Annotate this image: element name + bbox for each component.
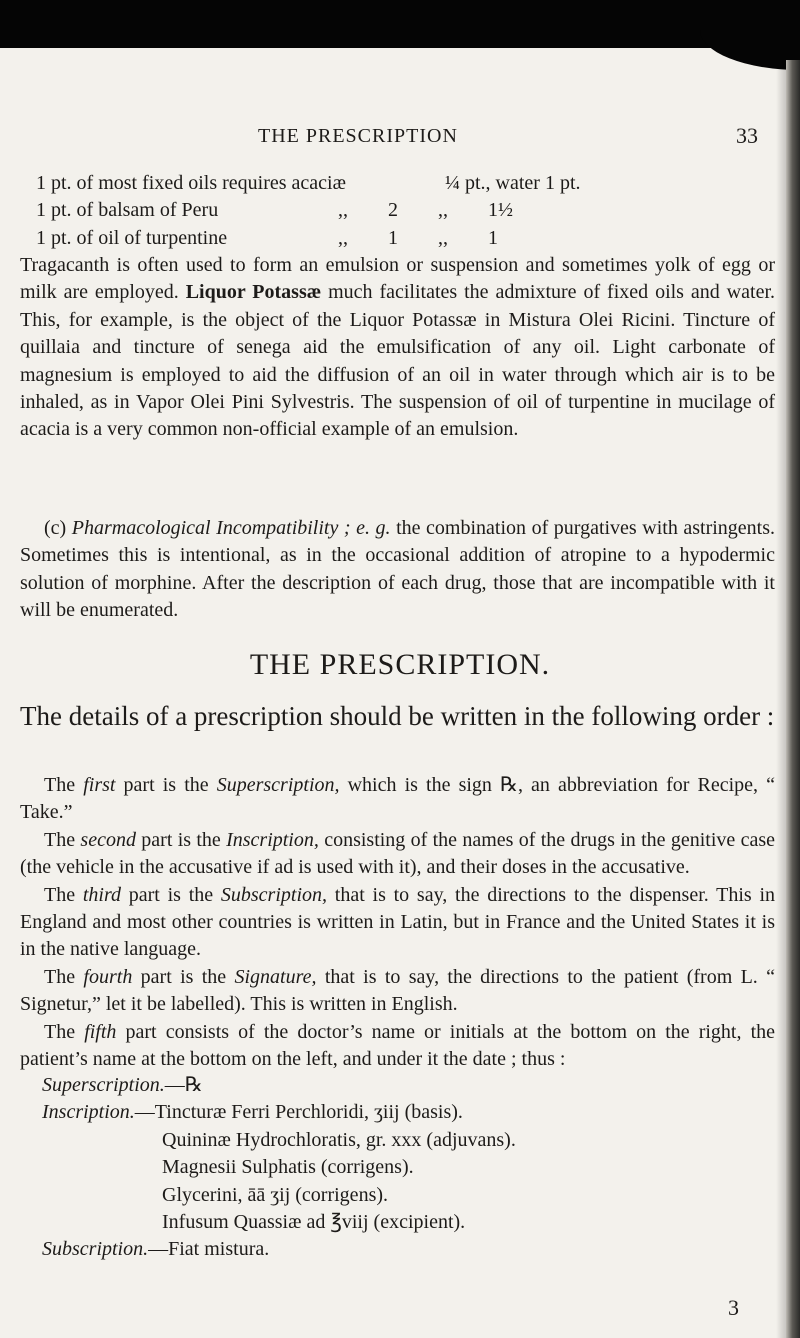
- mixture-table: [20, 170, 775, 252]
- mixture-row: [20, 197, 775, 224]
- mixture-proportions: ¼ pt., water 1 pt.: [445, 172, 581, 194]
- mixture-oil: 1 pt. of oil of turpentine: [36, 226, 228, 249]
- prescription-parts: [20, 772, 775, 1073]
- part-fourth: The fourth part is the Signature, that is to say, the directions to the patient (from L. “ Signetur,” let it be labelled). This is written in English.: [20, 965, 776, 1016]
- ditto-mark: ,,: [438, 199, 448, 222]
- inscription-line: Magnesii Sulphatis (corrigens).: [162, 1156, 414, 1179]
- paragraph-text: the combination of purgatives with astringents. Sometimes this is intentional, as in the occasional addition of atropine to a hypodermic solution of morphine. After the description of each drug, those that are incompatible with it will be enumerated.: [20, 517, 776, 622]
- paragraph-text: Tragacanth is often used to form an emulsion or suspension and sometimes yolk of egg or milk are employed.: [20, 254, 775, 304]
- water-amount: 1½: [488, 199, 513, 222]
- mixture-oil: 1 pt. of most fixed oils requires acaciæ: [36, 172, 346, 194]
- scan-top-border: [0, 0, 800, 48]
- inscription-line: Infusum Quassiæ ad ℥viij (excipient).: [162, 1211, 466, 1234]
- mixture-oil: 1 pt. of balsam of Peru: [36, 199, 219, 222]
- inscription-line: Quininæ Hydrochloratis, gr. xxx (adjuvans).: [162, 1128, 516, 1151]
- part-second: The second part is the Inscription, consisting of the names of the drugs in the genitive case (the vehicle in the accusative if ad is used with it), and their doses in the accusative.: [20, 828, 775, 879]
- page-edge-shadow: [776, 60, 786, 1338]
- paragraph-incompatibility: [20, 515, 775, 625]
- prescription-example: [42, 1072, 742, 1264]
- signature-mark: 3: [728, 1295, 739, 1320]
- list-label: (c): [44, 517, 67, 539]
- part-third: The third part is the Subscription, that is to say, the directions to the dispenser. This in England and most other countries is written in Latin, but in France and the United States it is in the native language.: [20, 883, 776, 961]
- paragraph-tragacanth: [20, 252, 775, 444]
- inscription-line: Glycerini, āā ʒij (corrigens).: [162, 1183, 389, 1206]
- running-head: [0, 125, 800, 155]
- superscription-line: Superscription.—℞: [42, 1074, 203, 1096]
- running-title: THE PRESCRIPTION: [258, 125, 458, 147]
- inscription-line: Inscription.—Tincturæ Ferri Perchloridi, ʒiij (basis).: [42, 1101, 463, 1124]
- part-fifth: The fifth part consists of the doctor’s name or initials at the bottom on the right, the patient’s name at the bottom on the left, and under it the date ; thus :: [20, 1020, 776, 1071]
- water-amount: 1: [488, 226, 498, 249]
- italic-term: Pharmacological Incompatibility ; e. g.: [71, 517, 391, 539]
- part-first: The first part is the Superscription, which is the sign ℞, an abbreviation for Recipe, “ Take.”: [20, 774, 776, 824]
- subscription-line: Subscription.—Fiat mistura.: [42, 1238, 270, 1261]
- ditto-mark: ,,: [338, 226, 348, 249]
- page-number: 33: [736, 123, 758, 148]
- bold-term: Liquor Potassæ: [185, 281, 322, 304]
- ditto-mark: ,,: [438, 226, 448, 249]
- acacia-amount: 2: [388, 199, 398, 222]
- book-page-edge: [786, 60, 800, 1338]
- mixture-row: [20, 225, 775, 252]
- section-heading: THE PRESCRIPTION.: [249, 648, 551, 681]
- lead-sentence: The details of a prescription should be written in the following order :: [20, 701, 775, 731]
- acacia-amount: 1: [388, 226, 398, 249]
- paragraph-text: much facilitates the admixture of fixed oils and water. This, for example, is the object of the Liquor Potassæ in Mistura Olei Ricini. Tincture of quillaia and tincture of senega aid the emulsification of any oil. Light carbonate of magnesium is employed to aid the diffusion of an oil in water through which air is to be inhaled, as in Vapor Olei Pini Sylvestris. The suspension of oil of turpentine in mucilage of acacia is a very common non-official example of an emulsion.: [20, 281, 775, 441]
- mixture-row: [20, 170, 775, 197]
- ditto-mark: ,,: [338, 199, 348, 222]
